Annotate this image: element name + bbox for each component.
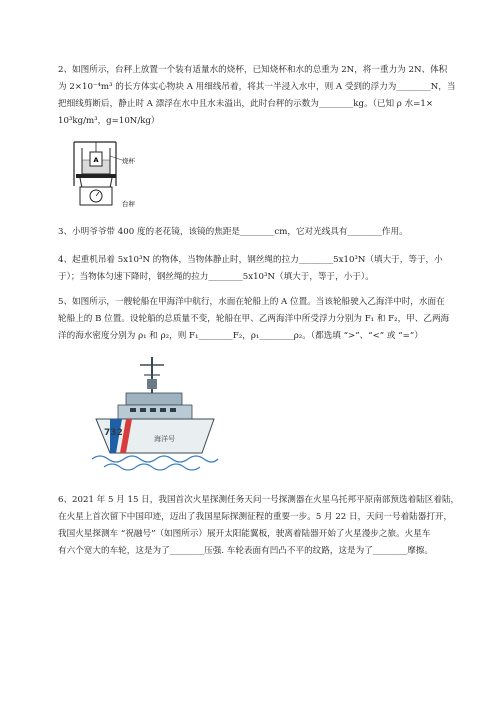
question-5-line-2: 轮船上的 B 位置。设轮船的总质量不变，轮船在甲、乙两海洋中所受浮力分别为 F₁ 和 F₂，甲、乙两海 xyxy=(58,314,450,324)
question-5 xyxy=(58,294,463,345)
question-2-line-3: 把细线剪断后，静止时 A 漂浮在水中且水未溢出，此时台秤的示数为________kg。（已知 ρ 水=1× xyxy=(58,99,434,109)
question-6 xyxy=(58,492,463,560)
question-2-line-4: 10³kg/m³，g=10N/kg） xyxy=(58,116,160,126)
question-6-line-1: 6、2021 年 5 月 15 日，我国首次火星探测任务天问一号探测器在火星乌托邦平原南部预选着陆区着陆， xyxy=(58,495,460,505)
scale-beaker-figure xyxy=(70,138,140,210)
question-6-line-2: 在火星上首次留下中国印迹，迈出了我国星际探测征程的重要一步。5 月 22 日，天问一号着陆器打开， xyxy=(58,512,453,522)
ship-figure xyxy=(90,353,220,478)
question-2-line-2: 为 2×10⁻⁴m³ 的长方体实心物块 A 用细线吊着，将其一半浸入水中，则 A 受到的浮力为________N，当 xyxy=(58,82,456,92)
question-3-line-1: 3、小明爷爷带 400 度的老花镜，该镜的焦距是________cm，它对光线具有________作用。 xyxy=(58,227,408,237)
question-2-line-1: 2、如图所示，台秤上放置一个装有适量水的烧杯，已知烧杯和水的总重为 2N，将一重力为 2N、体积 xyxy=(58,65,448,75)
block-a-label: A xyxy=(93,156,99,164)
hull-number: 732 xyxy=(104,428,123,438)
question-5-line-3: 洋的海水密度分别为 ρ₁ 和 ρ₂，则 F₁________F₂，ρ₁________ρ₂。（都选填 “>”、“<” 或 “=”） xyxy=(58,331,423,341)
scale-label: 台秤 xyxy=(122,200,135,208)
beaker-label: 烧杯 xyxy=(122,157,135,165)
question-4-line-2: 于）；当物体匀速下降时，钢丝绳的拉力________5x10³N（填大于，等于，小于）。 xyxy=(58,272,374,282)
question-3 xyxy=(58,224,463,241)
question-5-line-1: 5、如图所示，一艘轮船在甲海洋中航行，水面在轮船上的 A 位置。当该轮船驶入乙海洋中时，水面在 xyxy=(58,297,445,307)
question-6-line-4: 有六个宽大的车轮，这是为了________压强. 车轮表面有凹凸不平的纹路，这是为了________摩擦。 xyxy=(58,546,433,556)
question-2 xyxy=(58,62,463,130)
question-6-line-3: 我国火星探测车 “祝融号”（如图所示）展开太阳能翼板，驶离着陆器开始了火星漫步之旅。火星车 xyxy=(58,529,431,539)
ship-name: 海洋号 xyxy=(154,435,175,443)
question-4-line-1: 4、起重机吊着 5x10³N 的物体，当物体静止时，钢丝绳的拉力________5x10³N（填大于，等于，小 xyxy=(58,255,443,265)
question-4 xyxy=(58,252,463,286)
